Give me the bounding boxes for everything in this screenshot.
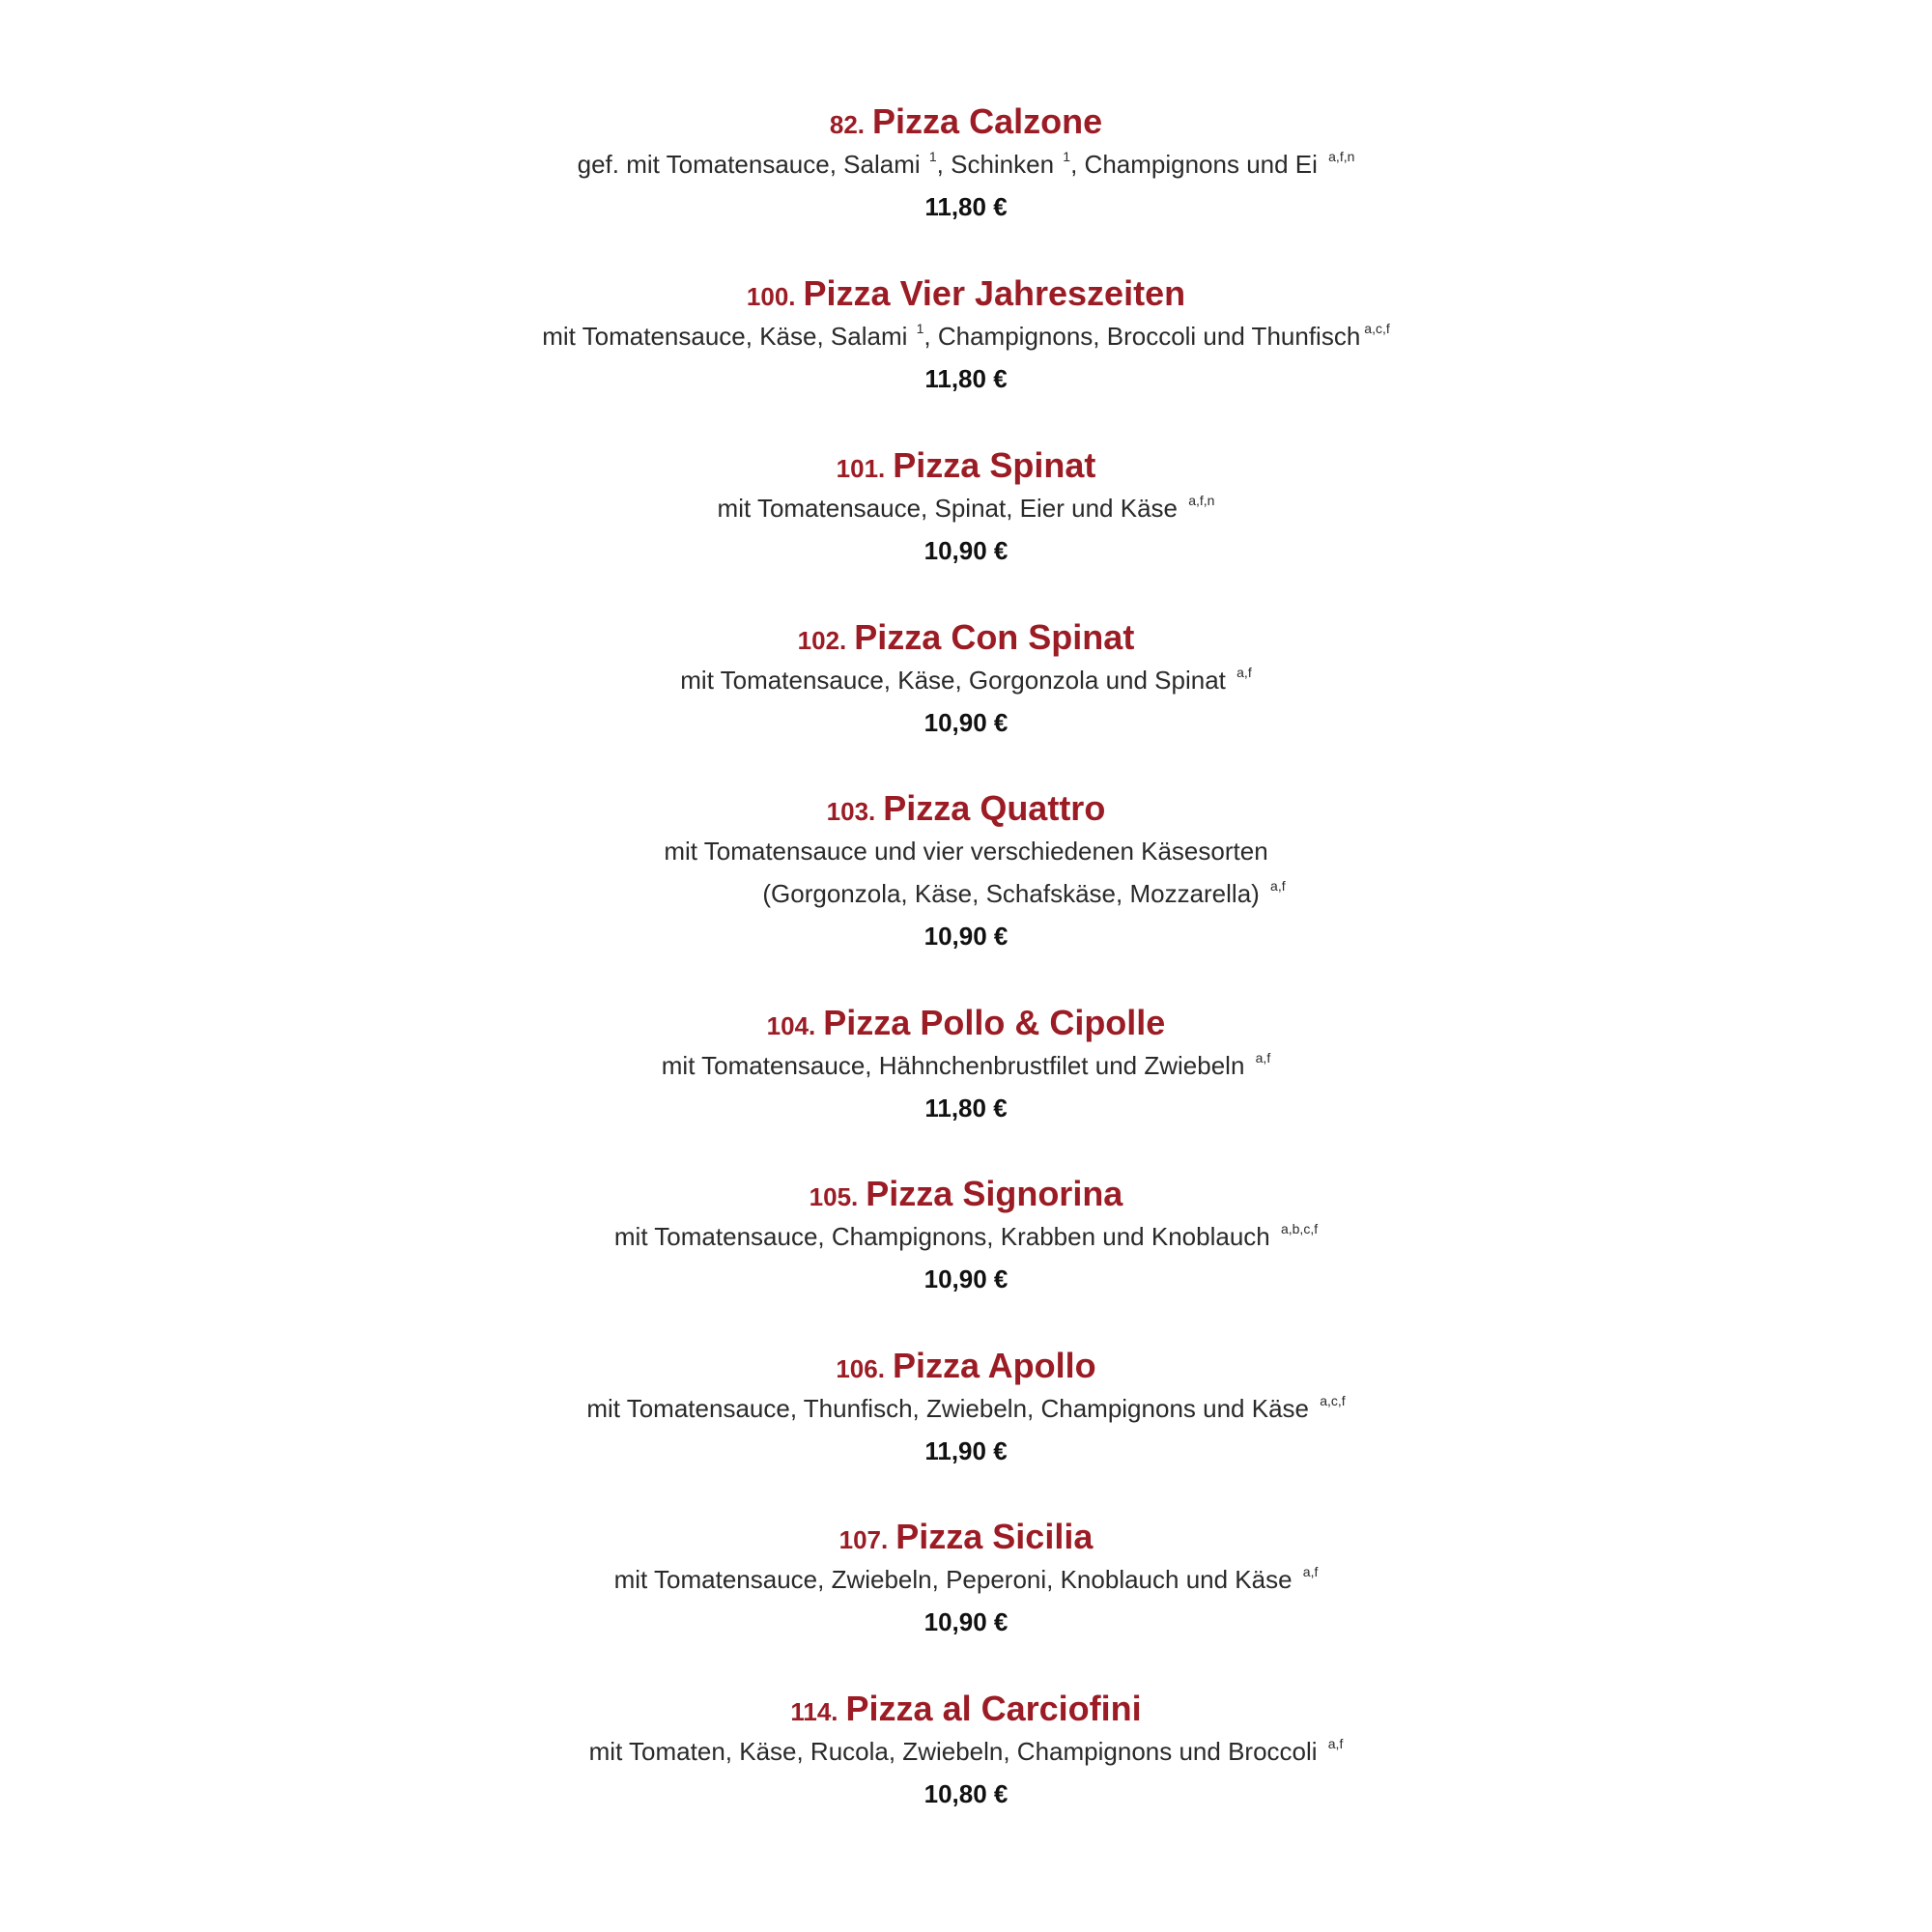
item-description [0, 147, 1932, 182]
item-price: 11,80 € [924, 364, 1008, 393]
description-text: gef. mit Tomatensauce, Salami [577, 150, 927, 179]
item-name: Pizza Signorina [866, 1174, 1123, 1213]
allergen-codes: a,f,n [1188, 493, 1215, 508]
item-title [0, 100, 1932, 143]
item-name: Pizza al Carciofini [845, 1689, 1142, 1728]
item-title [0, 1173, 1932, 1215]
item-name: Pizza Apollo [892, 1346, 1096, 1385]
menu-item-103 [0, 787, 1932, 953]
item-price: 10,90 € [923, 1607, 1009, 1636]
description-text: mit Tomatensauce und vier verschiedenen Käsesorten [664, 837, 1268, 866]
item-number: 114. [790, 1697, 838, 1726]
item-title [0, 272, 1932, 315]
item-number: 103. [826, 797, 876, 826]
description-text: , Champignons, Broccoli und Thunfisch [923, 322, 1361, 351]
item-number: 82. [829, 110, 866, 139]
item-title [0, 1688, 1932, 1730]
item-number: 102. [797, 626, 847, 655]
menu-item-104 [0, 1002, 1932, 1125]
description-text: mit Tomatensauce, Thunfisch, Zwiebeln, Champignons und Käse [586, 1394, 1317, 1423]
item-title [0, 616, 1932, 659]
allergen-codes: a,f,n [1328, 149, 1355, 164]
item-description [0, 1391, 1932, 1426]
item-price: 10,80 € [923, 1779, 1009, 1808]
item-number: 107. [838, 1525, 889, 1554]
description-text: mit Tomatensauce, Hähnchenbrustfilet und Zwiebeln [661, 1051, 1252, 1080]
footnote-marker: 1 [1063, 149, 1071, 164]
item-name: Pizza Pollo & Cipolle [823, 1003, 1166, 1042]
description-text: mit Tomatensauce, Champignons, Krabben und Knoblauch [613, 1222, 1277, 1251]
description-text: mit Tomaten, Käse, Rucola, Zwiebeln, Champignons und Broccoli [588, 1737, 1324, 1766]
item-price: 11,80 € [924, 192, 1008, 221]
allergen-codes: a,c,f [1320, 1393, 1346, 1408]
item-price: 10,90 € [923, 922, 1009, 951]
allergen-codes: a,f [1270, 878, 1286, 894]
footnote-marker: 1 [916, 321, 924, 336]
allergen-codes: a,f [1302, 1564, 1319, 1579]
description-text: mit Tomatensauce, Käse, Gorgonzola und Spinat [680, 666, 1234, 695]
allergen-codes: a,f [1255, 1050, 1271, 1065]
item-number: 100. [746, 282, 796, 311]
item-title [0, 1002, 1932, 1044]
description-text: mit Tomatensauce, Zwiebeln, Peperoni, Knoblauch und Käse [613, 1565, 1299, 1594]
item-description [0, 663, 1932, 697]
menu-item-106 [0, 1345, 1932, 1468]
item-price: 11,80 € [924, 1094, 1008, 1122]
item-name: Pizza Con Spinat [854, 617, 1135, 657]
menu-item-107 [0, 1516, 1932, 1639]
allergen-codes: a,b,c,f [1280, 1221, 1319, 1236]
item-number: 104. [766, 1011, 816, 1040]
item-description-line-2 [58, 876, 1932, 911]
item-description [0, 1219, 1932, 1254]
item-price: 10,90 € [923, 536, 1009, 565]
item-title [0, 1345, 1932, 1387]
item-price: 10,90 € [923, 708, 1009, 737]
item-price: 11,90 € [924, 1436, 1008, 1465]
menu-item-82 [0, 100, 1932, 224]
description-text: , Schinken [936, 150, 1062, 179]
item-description [0, 1048, 1932, 1083]
item-name: Pizza Quattro [883, 788, 1106, 828]
item-number: 105. [809, 1182, 859, 1211]
allergen-codes: a,f [1327, 1736, 1344, 1751]
item-title [0, 1516, 1932, 1558]
allergen-codes: a,c,f [1364, 321, 1390, 336]
item-number: 101. [836, 454, 886, 483]
menu-item-102 [0, 616, 1932, 740]
item-name: Pizza Calzone [872, 101, 1103, 141]
item-number: 106. [836, 1354, 885, 1383]
item-description [0, 319, 1932, 354]
allergen-codes: a,f [1236, 665, 1252, 680]
menu-item-100 [0, 272, 1932, 396]
menu-item-105 [0, 1173, 1932, 1296]
description-text: mit Tomatensauce, Käse, Salami [542, 322, 915, 351]
item-description [0, 491, 1932, 526]
item-title [0, 444, 1932, 487]
item-title [0, 787, 1932, 830]
menu-item-101 [0, 444, 1932, 568]
item-description [0, 1734, 1932, 1769]
item-name: Pizza Sicilia [895, 1517, 1094, 1556]
item-name: Pizza Vier Jahreszeiten [803, 273, 1186, 313]
footnote-marker: 1 [928, 149, 937, 164]
description-text: (Gorgonzola, Käse, Schafskäse, Mozzarella) [762, 879, 1267, 908]
item-price: 10,90 € [923, 1264, 1009, 1293]
description-text: , Champignons und Ei [1070, 150, 1325, 179]
item-description [0, 1562, 1932, 1597]
item-description [0, 834, 1932, 868]
item-name: Pizza Spinat [893, 445, 1096, 485]
menu-item-114 [0, 1688, 1932, 1811]
description-text: mit Tomatensauce, Spinat, Eier und Käse [717, 494, 1185, 523]
